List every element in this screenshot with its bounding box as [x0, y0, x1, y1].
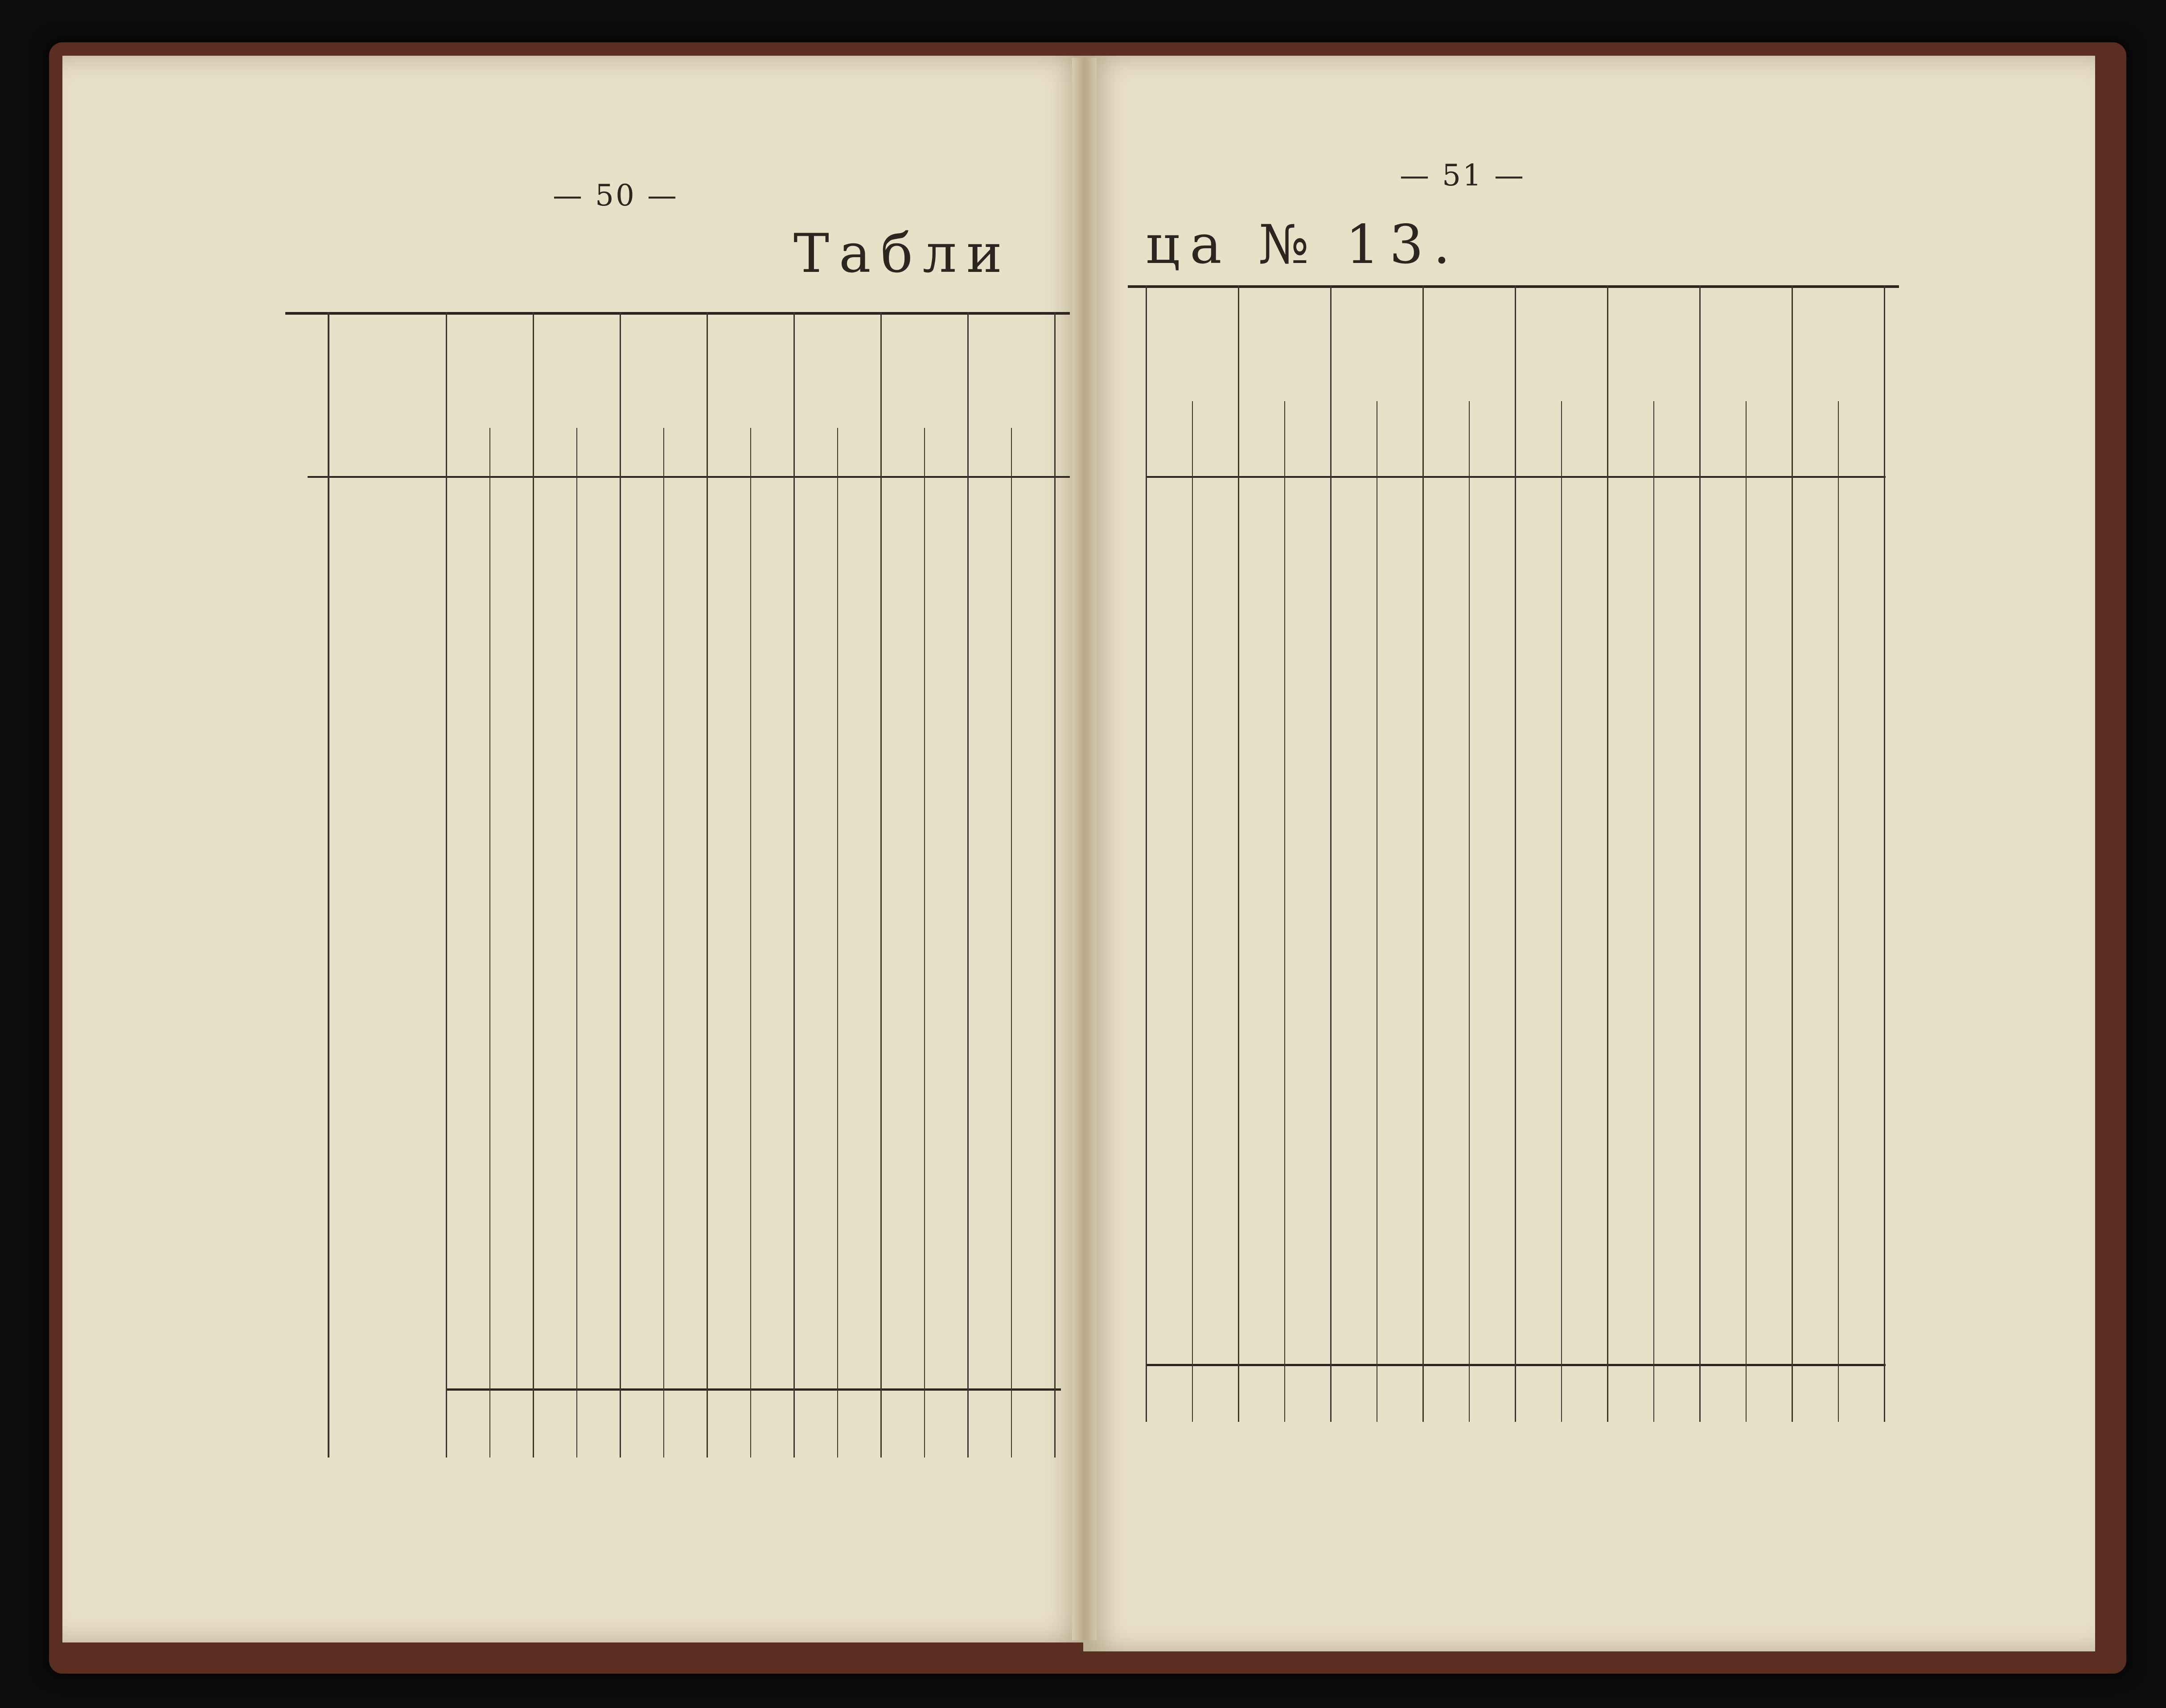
subcol-divider: [663, 428, 664, 1458]
subcol-divider: [1561, 401, 1562, 1422]
group-divider: [707, 312, 708, 1458]
subcol-divider: [1192, 401, 1193, 1422]
group-divider: [1330, 285, 1332, 1422]
group-divider: [1515, 285, 1516, 1422]
right-page-number: — 51 —: [1400, 158, 1525, 193]
subcol-divider: [924, 428, 925, 1458]
group-divider: [1238, 285, 1239, 1422]
group-divider: [620, 312, 621, 1458]
book-gutter: [1072, 58, 1097, 1640]
table-title-right: ца № 13.: [1146, 214, 1460, 276]
subcol-divider: [1838, 401, 1839, 1422]
right-page: [1083, 56, 2095, 1651]
group-divider: [1792, 285, 1793, 1422]
left-page: [62, 56, 1088, 1642]
subcol-divider: [1653, 401, 1654, 1422]
group-divider: [1422, 285, 1424, 1422]
subcol-divider: [1469, 401, 1470, 1422]
subcol-divider: [1011, 428, 1012, 1458]
left-table-right-border: [1054, 312, 1056, 1458]
group-divider: [1146, 285, 1147, 1422]
subcol-divider: [1284, 401, 1285, 1422]
group-divider: [880, 312, 882, 1458]
left-table-header-rule: [308, 476, 1070, 478]
subcol-divider: [1746, 401, 1747, 1422]
subcol-divider: [750, 428, 751, 1458]
right-table-right-border: [1884, 285, 1885, 1422]
subcol-divider: [576, 428, 577, 1458]
group-divider: [967, 312, 969, 1458]
left-table-top-rule: [285, 312, 1070, 315]
group-divider: [793, 312, 795, 1458]
subcol-divider: [489, 428, 490, 1458]
left-page-number: — 50 —: [553, 178, 678, 213]
subcol-divider: [837, 428, 838, 1458]
left-table-border: [328, 312, 329, 1458]
group-divider: [1699, 285, 1701, 1422]
group-divider: [446, 312, 447, 1458]
group-divider: [1607, 285, 1608, 1422]
group-divider: [533, 312, 534, 1458]
right-table-top-rule: [1128, 285, 1899, 288]
left-table-total-rule: [446, 1388, 1061, 1391]
table-title-left: Табли: [793, 223, 1012, 285]
